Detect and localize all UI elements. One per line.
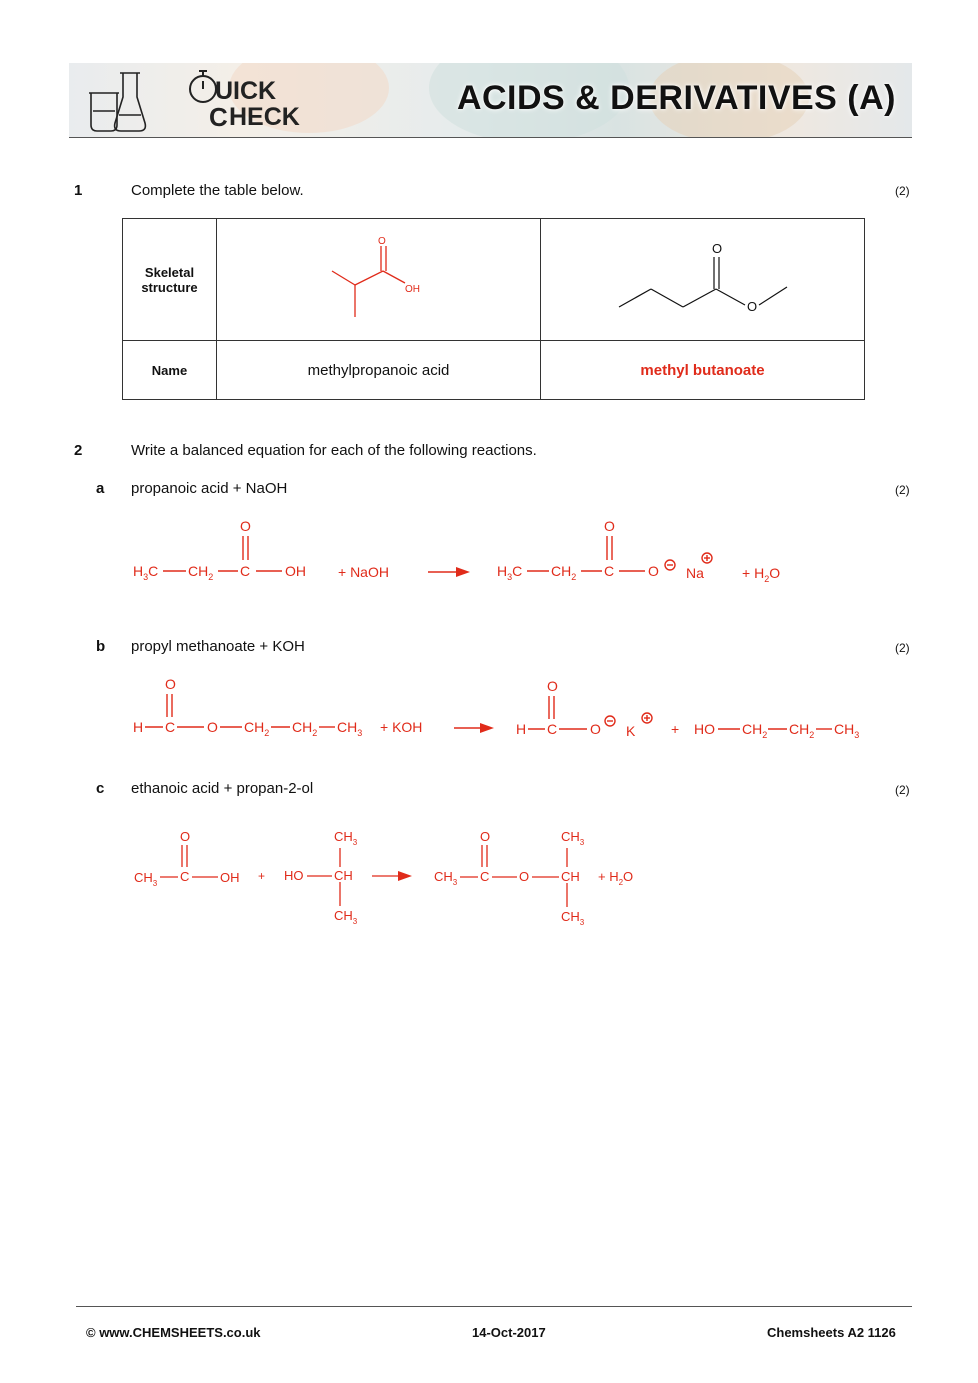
carbon-c: C — [240, 563, 251, 579]
part-a-marks: (2) — [895, 483, 910, 497]
ch3-group: $CH_3$ — [334, 908, 358, 926]
carboxylate-o: O — [648, 563, 659, 579]
skeletal-label-line1: Skeletal — [144, 264, 195, 280]
ch-group: CH — [334, 868, 353, 883]
ester-o: O — [519, 869, 530, 884]
plus: + — [258, 869, 266, 883]
ch2-group: $CH_2$ — [188, 563, 214, 582]
plus-koh: + KOH — [380, 719, 423, 735]
ch3-group: $CH_3$ — [561, 909, 585, 927]
footer-sheet-id: Chemsheets A2 1126 — [767, 1325, 896, 1340]
part-a-letter: a — [96, 480, 105, 497]
part-c-text: ethanoic acid + propan-2-ol — [131, 780, 314, 797]
sodium-ion: Na — [686, 565, 704, 581]
page-title: ACIDS & DERIVATIVES (A) — [456, 79, 896, 117]
ester-o-label: O — [747, 299, 758, 314]
h3c-group: $H_3C$ — [133, 563, 159, 582]
equation-c — [0, 820, 978, 930]
ch3-group: $CH_3$ — [337, 719, 363, 738]
ch3-group: $CH_3$ — [561, 829, 585, 847]
carbon-c: C — [165, 719, 176, 735]
ch3-group: $CH_3$ — [134, 870, 158, 888]
arrow-head — [398, 871, 412, 881]
hydroxyl-oh-label: OH — [405, 284, 420, 295]
carbon-c: C — [180, 869, 190, 884]
footer-divider — [76, 1306, 912, 1307]
structure-cell-methylpropanoic-acid — [217, 219, 541, 341]
question-1-table — [122, 218, 865, 400]
footer-website: © www.CHEMSHEETS.co.uk — [86, 1325, 261, 1340]
header-banner — [69, 63, 912, 138]
question-2-text: Write a balanced equation for each of the following reactions. — [131, 442, 537, 459]
methylpropanoic-acid-skeletal-structure — [217, 219, 540, 335]
logo-c-letter: C — [209, 102, 228, 132]
part-c-letter: c — [96, 780, 105, 797]
arrow-head — [456, 567, 470, 577]
carbonyl-o: O — [165, 676, 176, 692]
skeletal-label-line2: structure — [141, 279, 198, 295]
question-1-text: Complete the table below. — [131, 182, 304, 199]
question-2-number: 2 — [74, 442, 83, 459]
logo-text-line1: UICK — [215, 77, 277, 105]
carbonyl-o: O — [547, 678, 558, 694]
footer-date: 14-Oct-2017 — [472, 1325, 546, 1340]
plus-water: + $H_2O$ — [742, 565, 781, 584]
equation-a — [0, 512, 978, 592]
carbonyl-o-label: O — [712, 241, 723, 256]
ch3-group: $CH_3$ — [434, 869, 458, 887]
skeletal-structure-label — [123, 219, 217, 341]
ch3-group: $CH_3$ — [334, 829, 358, 847]
carbonyl-o: O — [240, 518, 251, 534]
carbonyl-o: O — [480, 829, 491, 844]
ester-o: O — [207, 719, 218, 735]
arrow-head — [480, 723, 494, 733]
carbon-c: C — [604, 563, 615, 579]
ch3-group: $CH_3$ — [834, 721, 860, 740]
hydrogen-h: H — [516, 721, 527, 737]
carboxylate-o: O — [590, 721, 601, 737]
part-a-text: propanoic acid + NaOH — [131, 480, 288, 497]
question-1-number: 1 — [74, 182, 83, 199]
name-methylpropanoic-acid: methylpropanoic acid — [217, 341, 541, 400]
part-b-marks: (2) — [895, 641, 910, 655]
carbon-c: C — [547, 721, 558, 737]
h3c-group: $H_3C$ — [497, 563, 523, 582]
methyl-butanoate-skeletal-structure — [541, 219, 864, 335]
carbonyl-o: O — [604, 518, 615, 534]
hydroxyl-ho: HO — [694, 721, 715, 737]
plus: + — [671, 721, 680, 737]
structure-cell-methyl-butanoate — [541, 219, 865, 341]
part-c-marks: (2) — [895, 783, 910, 797]
ch2-group: $CH_2$ — [292, 719, 318, 738]
name-label: Name — [123, 341, 217, 400]
answer-name-methyl-butanoate: methyl butanoate — [541, 341, 865, 400]
part-b-text: propyl methanoate + KOH — [131, 638, 305, 655]
hydroxyl-oh: OH — [220, 870, 240, 885]
ch2-group: $CH_2$ — [742, 721, 768, 740]
hydroxyl-oh: OH — [285, 563, 306, 579]
ch-group: CH — [561, 869, 580, 884]
ch2-group: $CH_2$ — [551, 563, 577, 582]
plus-naoh: + NaOH — [338, 564, 389, 580]
carbon-c: C — [480, 869, 490, 884]
potassium-ion: K — [626, 723, 636, 739]
carbonyl-o-label: O — [378, 236, 386, 247]
hydroxyl-ho: HO — [284, 868, 304, 883]
equation-b — [0, 670, 978, 750]
part-b-letter: b — [96, 638, 106, 655]
ch2-group: $CH_2$ — [789, 721, 815, 740]
question-1-marks: (2) — [895, 184, 910, 198]
plus-water: + $H_2O$ — [598, 869, 634, 887]
hydrogen-h: H — [133, 719, 144, 735]
logo-text-line2: HECK — [229, 103, 300, 131]
carbonyl-o: O — [180, 829, 191, 844]
ch2-group: $CH_2$ — [244, 719, 270, 738]
lab-glassware-icon — [83, 67, 153, 137]
